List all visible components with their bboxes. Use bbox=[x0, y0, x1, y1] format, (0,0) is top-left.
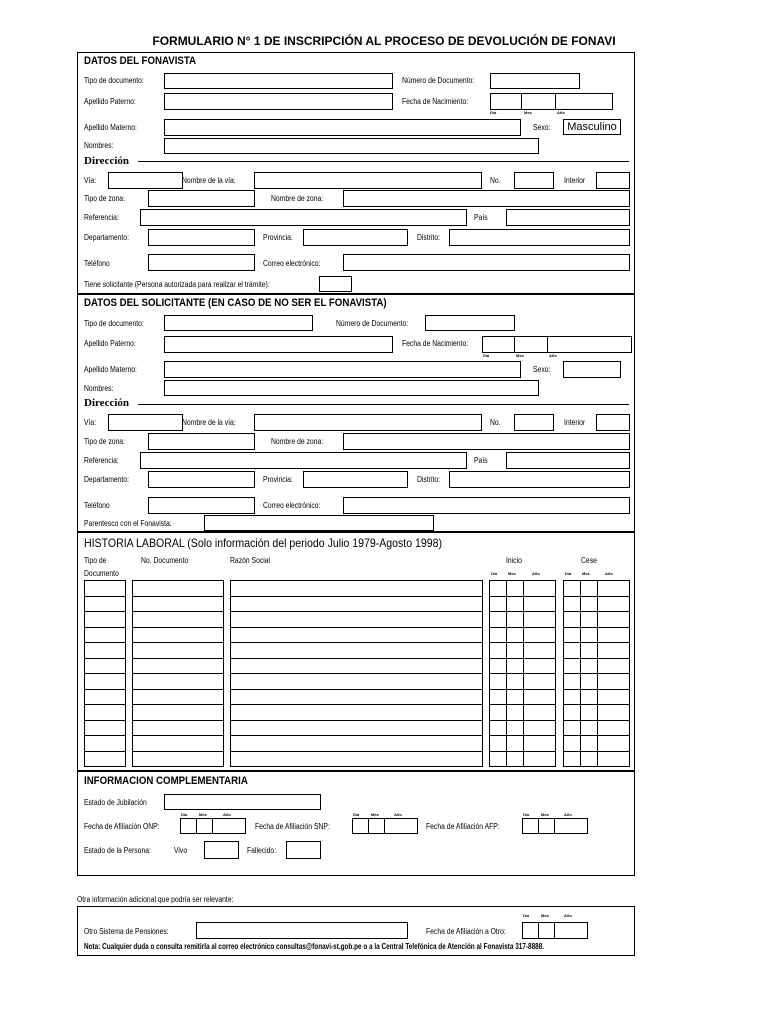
sol-date-label-mes: Mes bbox=[516, 353, 524, 358]
historia-row-line bbox=[132, 611, 224, 612]
historia-row-line bbox=[132, 751, 224, 752]
historia-row-line bbox=[580, 627, 598, 628]
historia-row-line bbox=[597, 596, 630, 597]
sol-via-field[interactable] bbox=[108, 414, 183, 431]
historia-row-line bbox=[597, 704, 630, 705]
historia-row-line bbox=[580, 704, 598, 705]
historia-row-line bbox=[230, 735, 483, 736]
snp-mes-label: Mes bbox=[371, 812, 379, 817]
historia-row-line bbox=[563, 689, 581, 690]
snp-dia-label: Día bbox=[353, 812, 360, 817]
sol-label-provincia: Provincia: bbox=[263, 475, 293, 484]
label-departamento: Departamento: bbox=[84, 233, 129, 242]
historia-row-line bbox=[132, 642, 224, 643]
historia-row-line bbox=[230, 689, 483, 690]
tiene-solicitante-field[interactable] bbox=[319, 276, 352, 292]
historia-row-line bbox=[506, 627, 524, 628]
historia-row-line bbox=[489, 658, 507, 659]
historia-row-line bbox=[489, 720, 507, 721]
historia-row-line bbox=[84, 627, 126, 628]
historia-row-line bbox=[563, 720, 581, 721]
sol-label-apellido-materno: Apellido Materno: bbox=[84, 365, 137, 374]
tipo-documento-field[interactable] bbox=[164, 73, 393, 89]
sol-label-referencia: Referencia: bbox=[84, 456, 119, 465]
sol-no-field[interactable] bbox=[514, 414, 554, 431]
historia-row-line bbox=[563, 627, 581, 628]
date-label-mes: Mes bbox=[524, 110, 532, 115]
historia-row-line bbox=[506, 751, 524, 752]
historia-row-line bbox=[506, 611, 524, 612]
solicitante-heading: DATOS DEL SOLICITANTE (EN CASO DE NO SER EL FONAVISTA) bbox=[84, 297, 387, 309]
historia-row-line bbox=[523, 642, 556, 643]
distrito-field[interactable] bbox=[449, 229, 630, 246]
historia-row-line bbox=[523, 673, 556, 674]
apellido-paterno-field[interactable] bbox=[164, 93, 393, 110]
historia-row-line bbox=[489, 627, 507, 628]
label-fecha-nacimiento: Fecha de Nacimiento: bbox=[402, 97, 469, 106]
label-fecha-otro: Fecha de Afiliación a Otro: bbox=[426, 927, 506, 936]
historia-row-line bbox=[84, 689, 126, 690]
cese-mes-label: Mes bbox=[582, 571, 590, 576]
historia-row-line bbox=[523, 611, 556, 612]
correo-field[interactable] bbox=[343, 254, 630, 271]
historia-row-line bbox=[523, 720, 556, 721]
label-fecha-snp: Fecha de Afiliación SNP: bbox=[255, 822, 330, 831]
label-sexo: Sexo: bbox=[533, 123, 551, 132]
historia-row-line bbox=[84, 642, 126, 643]
label-provincia: Provincia: bbox=[263, 233, 293, 242]
label-telefono: Teléfono bbox=[84, 259, 110, 268]
onp-mes-field[interactable] bbox=[196, 818, 213, 834]
historia-row-line bbox=[563, 735, 581, 736]
sol-fecha-nacimiento-anio[interactable] bbox=[547, 336, 632, 353]
sol-nombres-field[interactable] bbox=[164, 380, 539, 396]
historia-row-line bbox=[84, 611, 126, 612]
historia-row-line bbox=[523, 751, 556, 752]
sol-departamento-field[interactable] bbox=[148, 471, 255, 488]
historia-row-line bbox=[523, 627, 556, 628]
otra-intro: Otra información adicional que podría ser relevante: bbox=[77, 895, 234, 904]
onp-dia-label: Día bbox=[181, 812, 188, 817]
historia-row-line bbox=[563, 642, 581, 643]
historia-row-line bbox=[84, 735, 126, 736]
label-estado-jubilacion: Estado de Jubilación bbox=[84, 798, 147, 807]
sol-correo-field[interactable] bbox=[343, 497, 630, 514]
nombre-via-field[interactable] bbox=[254, 172, 482, 189]
label-otro-sistema: Otro Sistema de Pensiones: bbox=[84, 927, 169, 936]
sol-direccion-rule bbox=[138, 404, 629, 405]
sol-label-nombres: Nombres: bbox=[84, 384, 114, 393]
sol-sexo-field[interactable] bbox=[563, 361, 621, 378]
historia-row-line bbox=[132, 596, 224, 597]
sol-telefono-field[interactable] bbox=[148, 497, 255, 514]
historia-row-line bbox=[230, 642, 483, 643]
historia-row-line bbox=[597, 735, 630, 736]
sol-label-apellido-paterno: Apellido Paterno: bbox=[84, 339, 136, 348]
afp-mes-field[interactable] bbox=[538, 818, 555, 834]
historia-row-line bbox=[506, 658, 524, 659]
historia-row-line bbox=[489, 704, 507, 705]
otro-sistema-field[interactable] bbox=[196, 922, 408, 939]
historia-row-line bbox=[523, 735, 556, 736]
label-referencia: Referencia: bbox=[84, 213, 119, 222]
nota-text: Nota: Cualquier duda o consulta remitirla al correo electrónico consultas@fonavi-st.gob.pe o a la Central Telefónica de Atención al Fonavista 317-8888. bbox=[84, 942, 545, 951]
onp-mes-label: Mes bbox=[199, 812, 207, 817]
sol-date-label-anio: Año bbox=[549, 353, 557, 358]
historia-row-line bbox=[580, 689, 598, 690]
sol-provincia-field[interactable] bbox=[303, 471, 408, 488]
historia-row-line bbox=[84, 751, 126, 752]
historia-row-line bbox=[132, 735, 224, 736]
historia-row-line bbox=[230, 596, 483, 597]
departamento-field[interactable] bbox=[148, 229, 255, 246]
historia-row-line bbox=[506, 704, 524, 705]
fecha-nacimiento-anio[interactable] bbox=[555, 93, 613, 110]
complementaria-heading: INFORMACION COMPLEMENTARIA bbox=[84, 775, 248, 787]
otro-dia-field[interactable] bbox=[522, 922, 539, 939]
label-numero-documento: Número de Documento: bbox=[402, 76, 475, 85]
historia-row-line bbox=[580, 751, 598, 752]
historia-row-line bbox=[230, 720, 483, 721]
sol-nombre-zona-field[interactable] bbox=[343, 433, 630, 450]
nombres-field[interactable] bbox=[164, 138, 539, 154]
sol-label-interior: Interior bbox=[564, 418, 586, 427]
sol-label-via: Vía: bbox=[84, 418, 97, 427]
inicio-mes-label: Mes bbox=[508, 571, 516, 576]
historia-row-line bbox=[580, 735, 598, 736]
historia-row-line bbox=[563, 658, 581, 659]
sol-date-label-dia: Día bbox=[483, 353, 490, 358]
historia-row-line bbox=[523, 704, 556, 705]
sol-label-nombre-via: Nombre de la vía: bbox=[182, 418, 236, 427]
historia-row-line bbox=[597, 658, 630, 659]
historia-row-line bbox=[580, 596, 598, 597]
onp-dia-field[interactable] bbox=[180, 818, 197, 834]
sol-label-no: No. bbox=[490, 418, 501, 427]
label-interior: Interior bbox=[564, 176, 586, 185]
historia-row-line bbox=[580, 673, 598, 674]
label-vivo: Vivo bbox=[174, 846, 188, 855]
historia-row-line bbox=[230, 673, 483, 674]
label-no: No. bbox=[490, 176, 501, 185]
sol-tipo-zona-field[interactable] bbox=[148, 433, 255, 450]
historia-row-line bbox=[506, 689, 524, 690]
historia-row-line bbox=[580, 720, 598, 721]
sol-apellido-paterno-field[interactable] bbox=[164, 336, 393, 353]
label-tipo-documento: Tipo de documento: bbox=[84, 76, 144, 85]
historia-row-line bbox=[580, 611, 598, 612]
label-apellido-paterno: Apellido Paterno: bbox=[84, 97, 136, 106]
label-fecha-onp: Fecha de Afiliación ONP: bbox=[84, 822, 160, 831]
sol-label-numero-documento: Número de Documento: bbox=[336, 319, 409, 328]
historia-row-line bbox=[84, 704, 126, 705]
label-distrito: Distrito: bbox=[417, 233, 441, 242]
inicio-anio-label: Año bbox=[532, 571, 540, 576]
historia-row-line bbox=[230, 658, 483, 659]
sexo-field[interactable]: Masculino bbox=[563, 119, 621, 135]
sol-numero-documento-field[interactable] bbox=[425, 315, 515, 331]
label-nombres: Nombres: bbox=[84, 141, 114, 150]
label-correo: Correo electrónico: bbox=[263, 259, 321, 268]
historia-row-line bbox=[597, 689, 630, 690]
afp-anio-field[interactable] bbox=[554, 818, 588, 834]
cese-dia-label: Día bbox=[565, 571, 572, 576]
historia-row-line bbox=[230, 627, 483, 628]
historia-row-line bbox=[489, 735, 507, 736]
label-via: Vía: bbox=[84, 176, 97, 185]
historia-row-line bbox=[506, 596, 524, 597]
sol-tipo-documento-field[interactable] bbox=[164, 315, 313, 331]
otro-mes-field[interactable] bbox=[538, 922, 555, 939]
historia-row-line bbox=[523, 658, 556, 659]
interior-field[interactable] bbox=[596, 172, 630, 189]
vivo-field[interactable] bbox=[204, 841, 239, 859]
label-nombre-zona: Nombre de zona: bbox=[271, 194, 324, 203]
sol-label-tipo-zona: Tipo de zona: bbox=[84, 437, 125, 446]
form-title: FORMULARIO N° 1 DE INSCRIPCIÓN AL PROCESO DE DEVOLUCIÓN DE FONAVI bbox=[152, 34, 616, 48]
label-fecha-afp: Fecha de Afiliación AFP: bbox=[426, 822, 500, 831]
sol-label-nombre-zona: Nombre de zona: bbox=[271, 437, 324, 446]
inicio-dia-label: Día bbox=[491, 571, 498, 576]
historia-row-line bbox=[230, 704, 483, 705]
sol-fecha-nacimiento-dia[interactable] bbox=[482, 336, 515, 353]
label-fallecido: Fallecido: bbox=[247, 846, 277, 855]
sol-label-correo: Correo electrónico: bbox=[263, 501, 321, 510]
col-cese: Cese bbox=[581, 556, 597, 565]
no-field[interactable] bbox=[514, 172, 554, 189]
direccion-heading: Dirección bbox=[84, 155, 130, 167]
historia-row-line bbox=[597, 720, 630, 721]
referencia-field[interactable] bbox=[140, 209, 467, 226]
label-pais: País bbox=[474, 213, 488, 222]
otro-anio-label: Año bbox=[564, 913, 572, 918]
col-documento: Documento bbox=[84, 569, 119, 578]
sol-label-pais: País bbox=[474, 456, 488, 465]
sol-label-tipo-documento: Tipo de documento: bbox=[84, 319, 144, 328]
historia-row-line bbox=[597, 751, 630, 752]
label-apellido-materno: Apellido Materno: bbox=[84, 123, 137, 132]
historia-row-line bbox=[489, 596, 507, 597]
historia-row-line bbox=[489, 689, 507, 690]
historia-row-line bbox=[489, 751, 507, 752]
historia-row-line bbox=[84, 673, 126, 674]
sol-direccion-heading: Dirección bbox=[84, 397, 130, 409]
historia-row-line bbox=[563, 704, 581, 705]
date-label-anio: Año bbox=[557, 110, 565, 115]
historia-row-line bbox=[132, 720, 224, 721]
col-inicio: Inicio bbox=[506, 556, 522, 565]
sol-label-telefono: Teléfono bbox=[84, 501, 110, 510]
sol-nombre-via-field[interactable] bbox=[254, 414, 482, 431]
cese-anio-label: Año bbox=[605, 571, 613, 576]
historia-row-line bbox=[132, 704, 224, 705]
fecha-nacimiento-mes[interactable] bbox=[521, 93, 556, 110]
numero-documento-field[interactable] bbox=[490, 73, 580, 89]
historia-row-line bbox=[489, 642, 507, 643]
historia-row-line bbox=[132, 658, 224, 659]
via-field[interactable] bbox=[108, 172, 183, 189]
sol-referencia-field[interactable] bbox=[140, 452, 467, 469]
snp-anio-label: Año bbox=[394, 812, 402, 817]
snp-anio-field[interactable] bbox=[384, 818, 418, 834]
afp-anio-label: Año bbox=[564, 812, 572, 817]
sol-label-sexo: Sexo: bbox=[533, 365, 551, 374]
col-tipo-de: Tipo de bbox=[84, 556, 107, 565]
tipo-zona-field[interactable] bbox=[148, 190, 255, 207]
afp-dia-field[interactable] bbox=[522, 818, 539, 834]
direccion-rule bbox=[138, 161, 629, 162]
otro-mes-label: Mes bbox=[541, 913, 549, 918]
historia-row-line bbox=[563, 611, 581, 612]
historia-row-line bbox=[523, 596, 556, 597]
telefono-field[interactable] bbox=[148, 254, 255, 271]
pais-field[interactable] bbox=[506, 209, 630, 226]
historia-row-line bbox=[597, 673, 630, 674]
estado-jubilacion-field[interactable] bbox=[164, 794, 321, 810]
historia-row-line bbox=[597, 611, 630, 612]
col-no-documento: No. Documento bbox=[141, 556, 189, 565]
historia-row-line bbox=[563, 673, 581, 674]
historia-row-line bbox=[489, 611, 507, 612]
sol-apellido-materno-field[interactable] bbox=[164, 361, 521, 378]
sol-label-distrito: Distrito: bbox=[417, 475, 441, 484]
sol-pais-field[interactable] bbox=[506, 452, 630, 469]
historia-row-line bbox=[580, 642, 598, 643]
historia-row-line bbox=[230, 751, 483, 752]
fallecido-field[interactable] bbox=[286, 841, 321, 859]
historia-row-line bbox=[506, 673, 524, 674]
otro-dia-label: Día bbox=[523, 913, 530, 918]
snp-mes-field[interactable] bbox=[368, 818, 385, 834]
afp-dia-label: Día bbox=[523, 812, 530, 817]
label-nombre-via: Nombre de la vía: bbox=[182, 176, 236, 185]
historia-row-line bbox=[597, 642, 630, 643]
fonavista-heading: DATOS DEL FONAVISTA bbox=[84, 55, 197, 67]
historia-row-line bbox=[597, 627, 630, 628]
sol-parentesco-field[interactable] bbox=[204, 515, 434, 531]
otro-anio-field[interactable] bbox=[554, 922, 588, 939]
historia-row-line bbox=[489, 673, 507, 674]
label-estado-persona: Estado de la Persona: bbox=[84, 846, 151, 855]
historia-row-line bbox=[84, 658, 126, 659]
historia-row-line bbox=[84, 596, 126, 597]
sol-interior-field[interactable] bbox=[596, 414, 630, 431]
snp-dia-field[interactable] bbox=[352, 818, 369, 834]
historia-row-line bbox=[230, 611, 483, 612]
provincia-field[interactable] bbox=[303, 229, 408, 246]
historia-row-line bbox=[132, 673, 224, 674]
historia-row-line bbox=[132, 627, 224, 628]
label-tipo-zona: Tipo de zona: bbox=[84, 194, 125, 203]
sol-label-departamento: Departamento: bbox=[84, 475, 129, 484]
apellido-materno-field[interactable] bbox=[164, 119, 521, 136]
label-tiene-solicitante: Tiene solicitante (Persona autorizada para realizar el trámite): bbox=[84, 280, 270, 289]
sol-distrito-field[interactable] bbox=[449, 471, 630, 488]
historia-row-line bbox=[563, 751, 581, 752]
afp-mes-label: Mes bbox=[541, 812, 549, 817]
onp-anio-label: Año bbox=[223, 812, 231, 817]
onp-anio-field[interactable] bbox=[212, 818, 246, 834]
historia-row-line bbox=[84, 720, 126, 721]
sol-label-fecha-nacimiento: Fecha de Nacimiento: bbox=[402, 339, 469, 348]
historia-row-line bbox=[132, 689, 224, 690]
historia-heading: HISTORIA LABORAL (Solo información del periodo Julio 1979-Agosto 1998) bbox=[84, 536, 443, 550]
historia-row-line bbox=[506, 642, 524, 643]
historia-row-line bbox=[523, 689, 556, 690]
historia-row-line bbox=[580, 658, 598, 659]
historia-row-line bbox=[506, 720, 524, 721]
sol-label-parentesco: Parentesco con el Fonavista: bbox=[84, 519, 172, 528]
col-razon-social: Razón Social bbox=[230, 556, 271, 565]
nombre-zona-field[interactable] bbox=[343, 190, 630, 207]
fecha-nacimiento-dia[interactable] bbox=[490, 93, 522, 110]
historia-row-line bbox=[563, 596, 581, 597]
date-label-dia: Día bbox=[490, 110, 497, 115]
sol-fecha-nacimiento-mes[interactable] bbox=[514, 336, 548, 353]
historia-row-line bbox=[506, 735, 524, 736]
